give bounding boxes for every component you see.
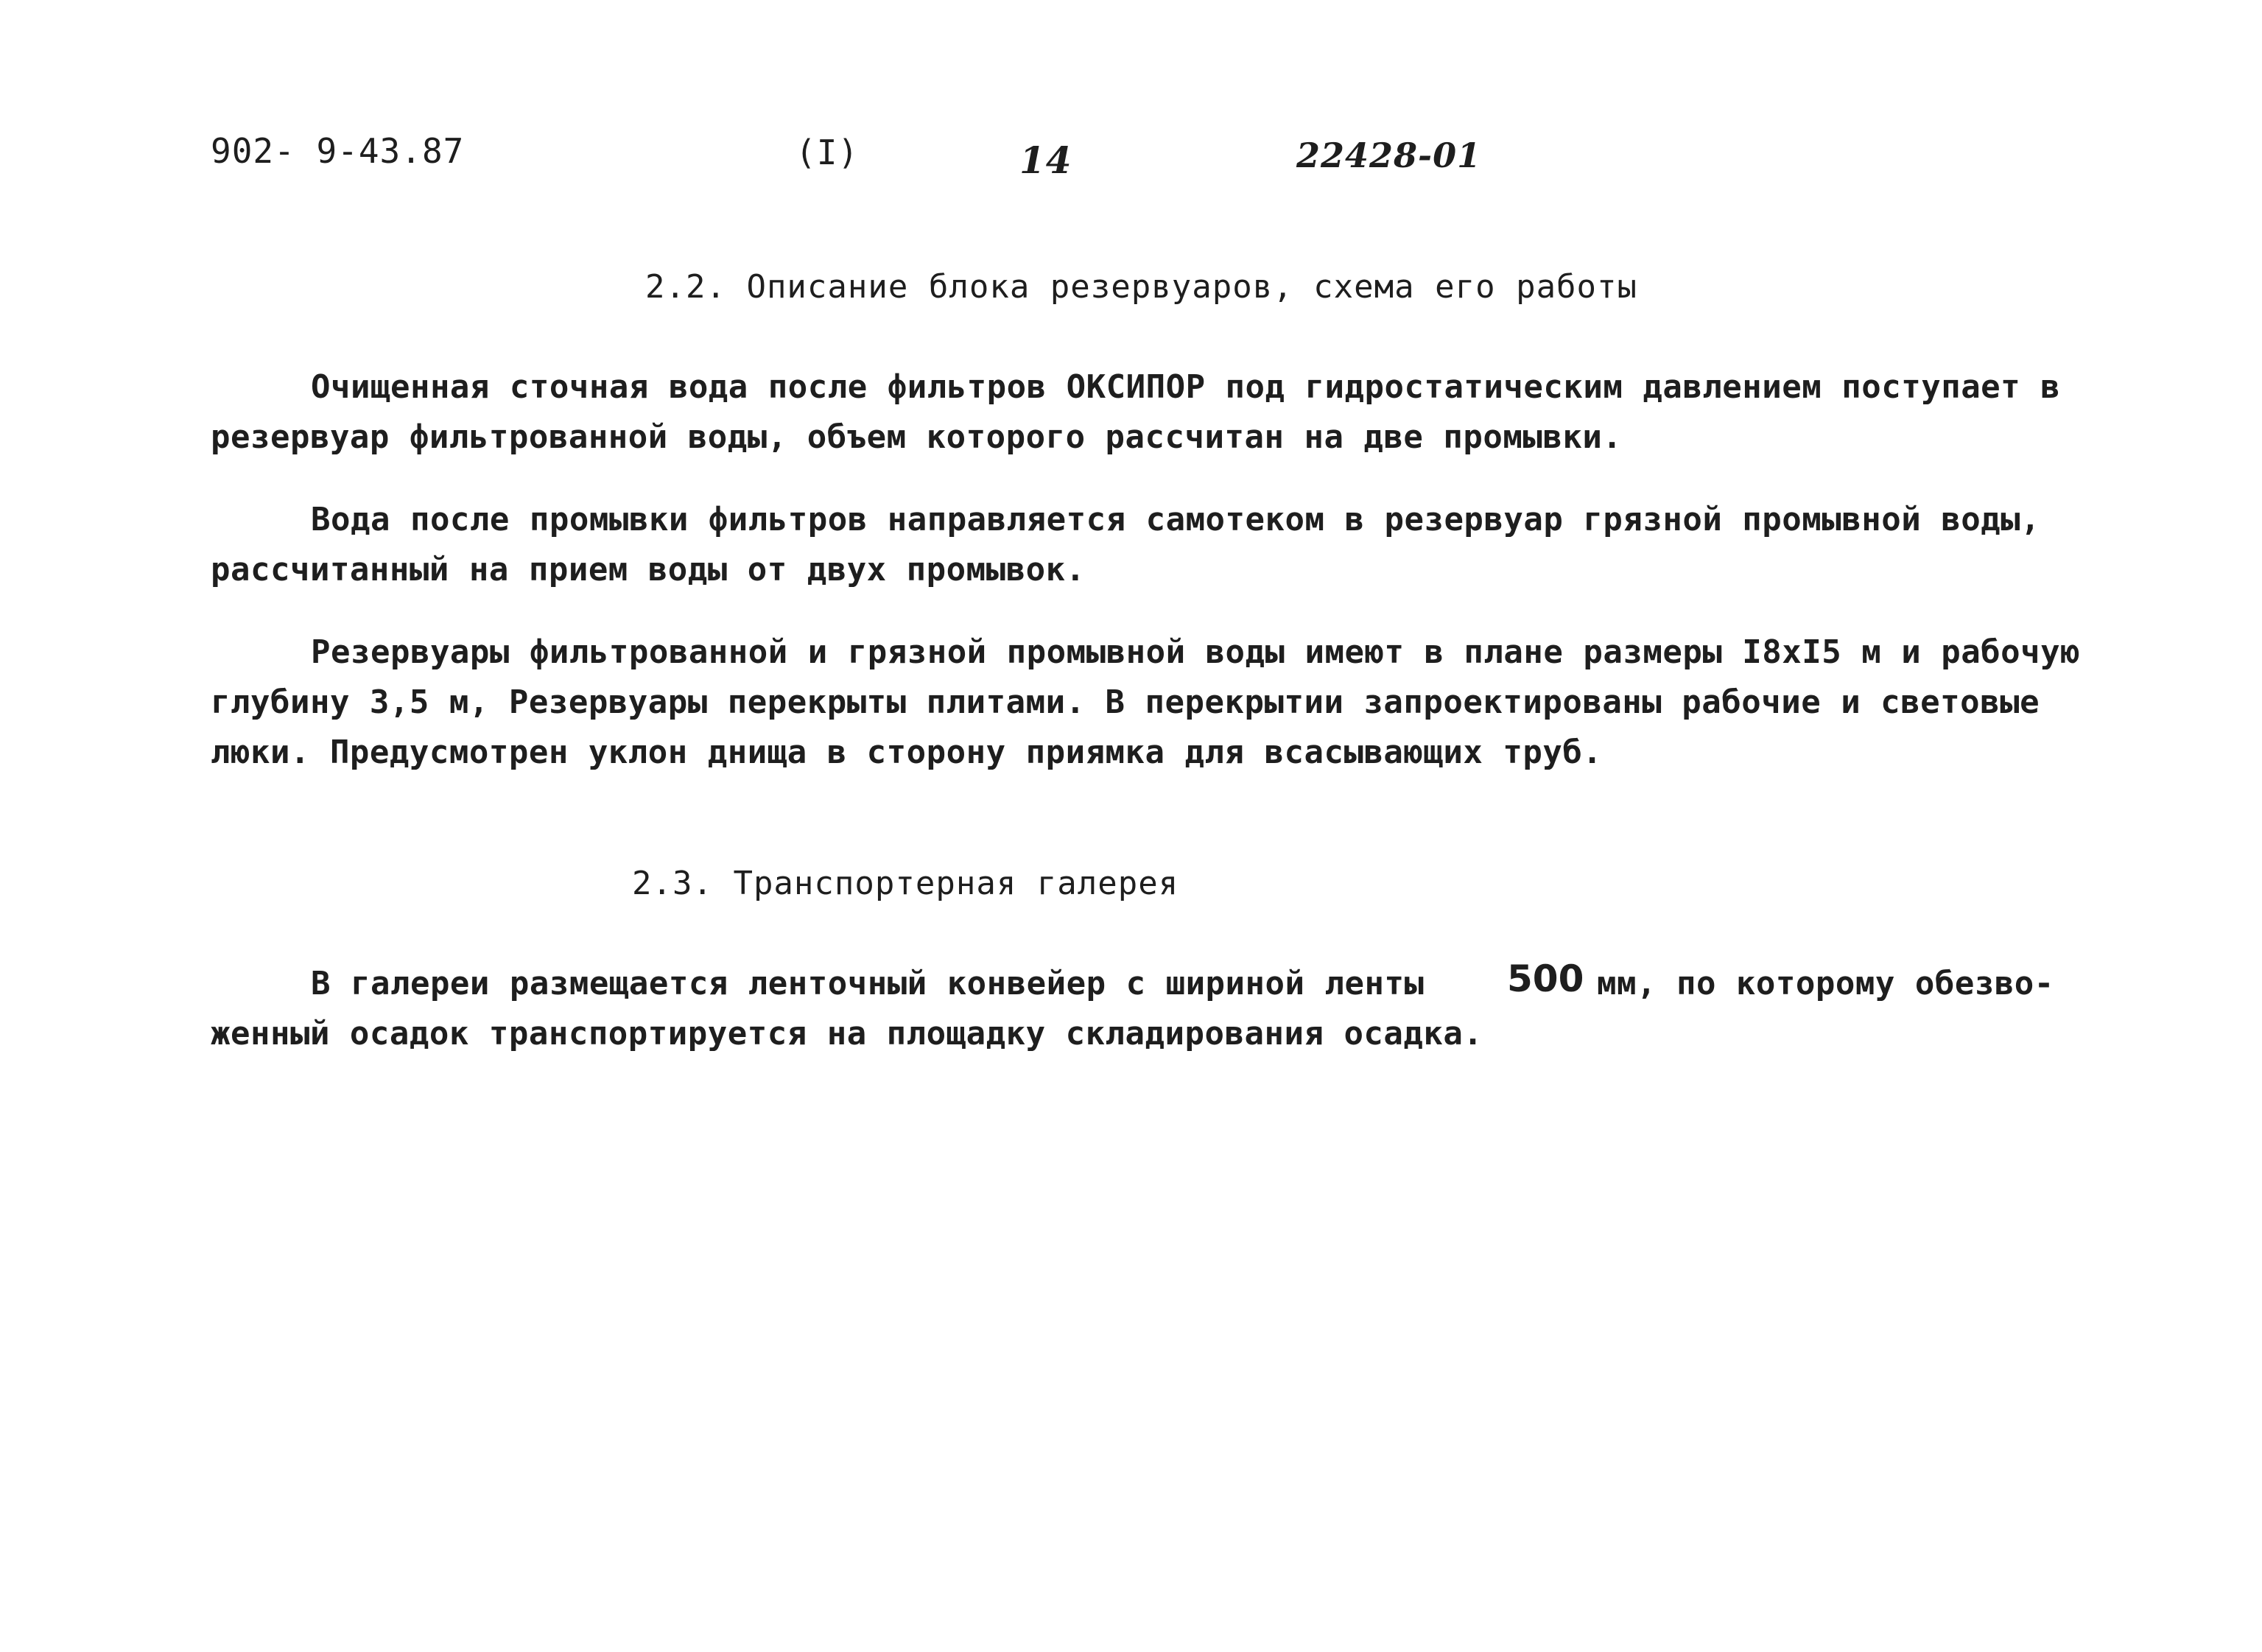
paragraph-line: Очищенная сточная вода после фильтров ОКСИПОР под гидростатическим давлением поступает в bbox=[311, 368, 2061, 406]
section-heading-2-2: 2.2. Описание блока резервуаров, схема его работы bbox=[645, 268, 1638, 306]
paragraph-line: люки. Предусмотрен уклон днища в сторону приямка для всасывающих труб. bbox=[211, 734, 1603, 771]
doc-code: 902- 9-43.87 bbox=[211, 131, 465, 171]
belt-width-value: 500 bbox=[1507, 957, 1584, 1000]
paragraph-line: Вода после промывки фильтров направляется самотеком в резервуар грязной промывной воды, bbox=[311, 501, 2041, 538]
album-number: (I) bbox=[795, 133, 860, 172]
paragraph-line: В галереи размещается ленточный конвейер с шириной ленты bbox=[311, 965, 1425, 1002]
paragraph-line: мм, по которому обезво- bbox=[1597, 965, 2054, 1002]
inventory-code: 22428-01 bbox=[1296, 136, 1482, 175]
paragraph-line: резервуар фильтрованной воды, объем которого рассчитан на две промывки. bbox=[211, 418, 1623, 456]
paragraph-line: Резервуары фильтрованной и грязной промывной воды имеют в плане размеры I8xI5 м и рабочую bbox=[311, 633, 2081, 671]
page-number: 14 bbox=[1019, 138, 1072, 182]
paragraph-line: рассчитанный на прием воды от двух промывок. bbox=[211, 551, 1086, 588]
paragraph-line: женный осадок транспортируется на площадку складирования осадка. bbox=[211, 1015, 1483, 1052]
section-heading-2-3: 2.3. Транспортерная галерея bbox=[632, 865, 1179, 902]
paragraph-line: глубину 3,5 м, Резервуары перекрыты плитами. В перекрытии запроектированы рабочие и световые bbox=[211, 683, 2040, 721]
